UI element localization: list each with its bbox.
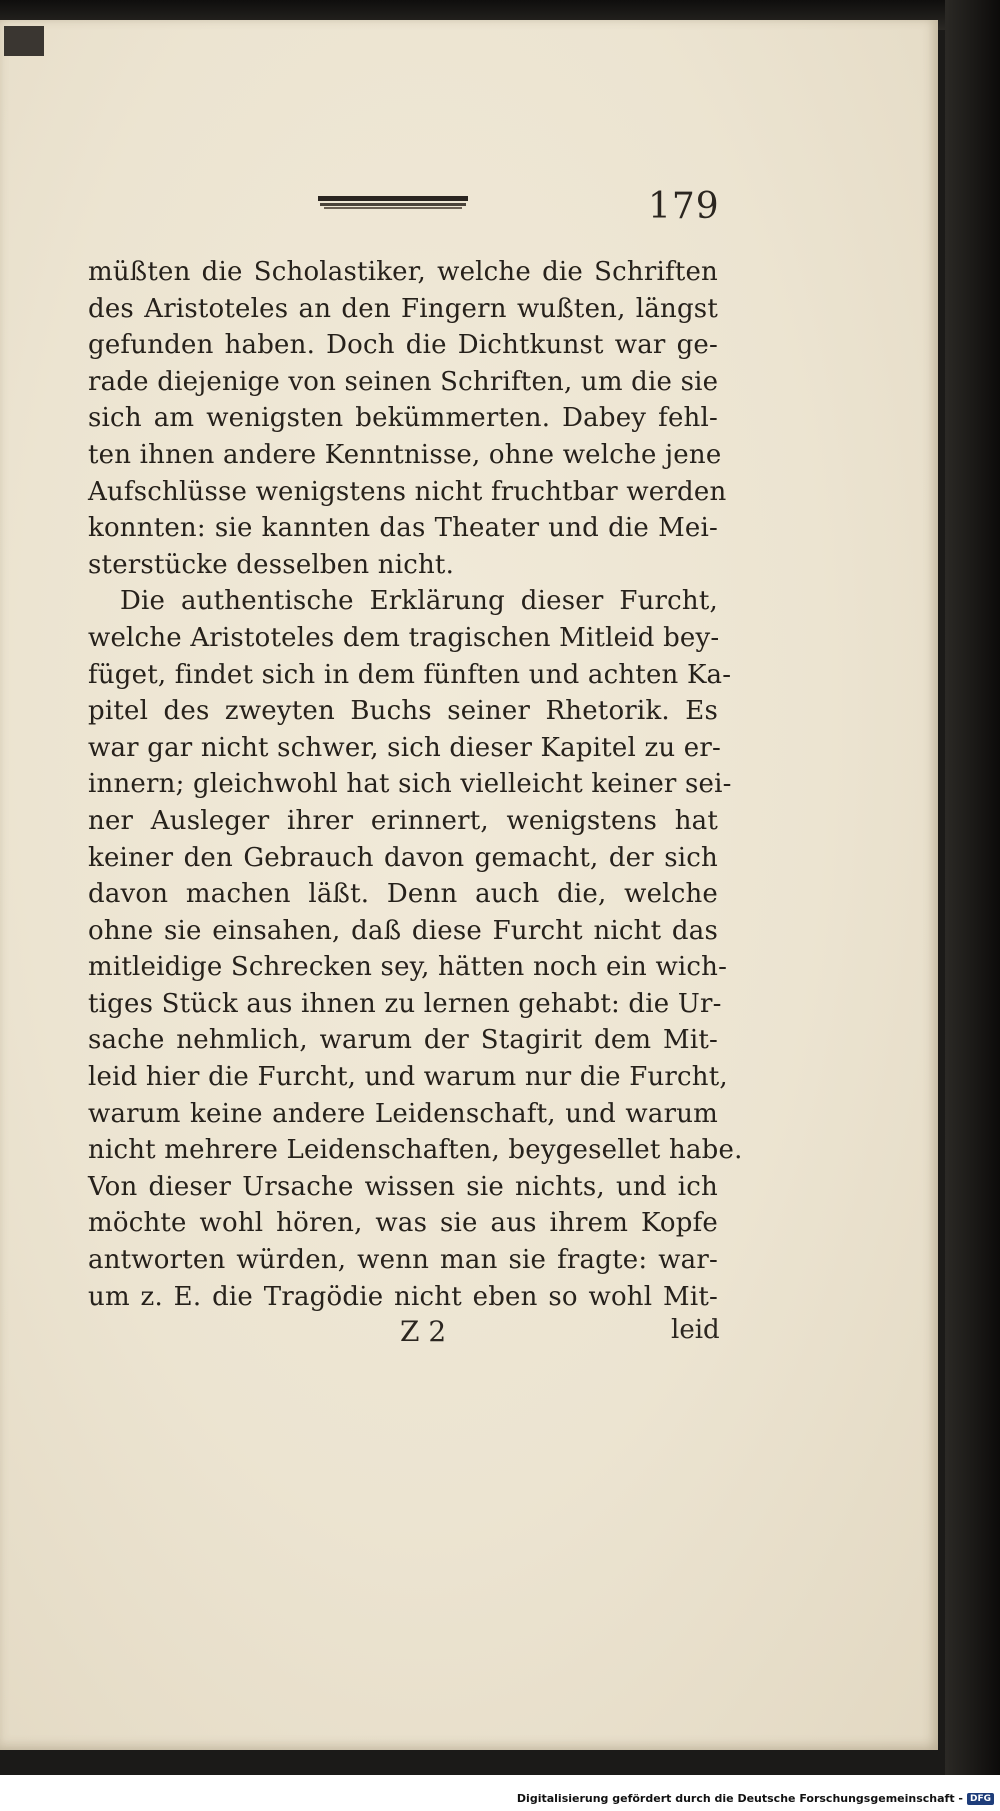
text-line: Aufschlüsse wenigstens nicht fruchtbar werden [88, 476, 727, 507]
text-line: rade diejenige von seinen Schriften, um die sie [88, 366, 719, 397]
text-line: tiges Stück aus ihnen zu lernen gehabt: die Ur- [88, 988, 722, 1019]
text-line: des Aristoteles an den Fingern wußten, längst [88, 293, 718, 324]
text-line: müßten die Scholastiker, welche die Schriften [88, 257, 718, 287]
text-line: möchte wohl hören, was sie aus ihrem Kopfe [88, 1208, 718, 1239]
text-line: innern; gleichwohl hat sich vielleicht keiner sei- [88, 769, 732, 800]
text-line: mitleidige Schrecken sey, hätten noch ein wich- [88, 952, 728, 983]
text-line: konnten: sie kannten das Theater und die Mei- [88, 513, 718, 544]
text-line: ten ihnen andere Kenntnisse, ohne welche jene [88, 439, 722, 470]
body-text [88, 254, 743, 1315]
signature-mark: Z 2 [400, 1315, 447, 1348]
dfg-logo[interactable]: DFG [967, 1793, 994, 1805]
text-line: ner Ausleger ihrer erinnert, wenigstens hat [88, 805, 718, 836]
text-line: um z. E. die Tragödie nicht eben so wohl Mit- [88, 1281, 718, 1312]
page-number: 179 [648, 186, 720, 227]
text-line: nicht mehrere Leidenschaften, beygesellet habe. [88, 1135, 743, 1166]
credit-text: Digitalisierung gefördert durch die Deutsche Forschungsgemeinschaft - [516, 1792, 963, 1805]
text-line: welche Aristoteles dem tragischen Mitleid bey- [88, 622, 720, 653]
text-line: sache nehmlich, warum der Stagirit dem Mit- [88, 1025, 718, 1056]
text-line: Von dieser Ursache wissen sie nichts, und ich [88, 1171, 718, 1202]
text-line: davon machen läßt. Denn auch die, welche [88, 879, 718, 910]
text-line: warum keine andere Leidenschaft, und warum [88, 1098, 718, 1129]
text-line: keiner den Gebrauch davon gemacht, der sich [88, 842, 718, 873]
text-line: war gar nicht schwer, sich dieser Kapitel zu er- [88, 732, 721, 763]
text-line: pitel des zweyten Buchs seiner Rhetorik. Es [88, 696, 718, 727]
catchword: leid [671, 1315, 720, 1345]
text-line: gefunden haben. Doch die Dichtkunst war ge- [88, 330, 718, 361]
text-line: füget, findet sich in dem fünften und achten Ka- [88, 659, 732, 690]
text-line: antworten würden, wenn man sie fragte: war- [88, 1245, 718, 1276]
text-line: sich am wenigsten bekümmerten. Dabey fehl- [88, 403, 718, 434]
text-line: Die authentische Erklärung dieser Furcht, [120, 586, 718, 617]
text-line: sterstücke desselben nicht. [88, 549, 455, 580]
digitization-credit [517, 1792, 994, 1805]
text-line: leid hier die Furcht, und warum nur die Furcht, [88, 1062, 728, 1093]
page-corner-shadow [4, 26, 44, 56]
scan-background-right [945, 0, 1000, 1811]
text-line: ohne sie einsahen, daß diese Furcht nicht das [88, 915, 718, 946]
header-ornament-rule [318, 196, 468, 210]
